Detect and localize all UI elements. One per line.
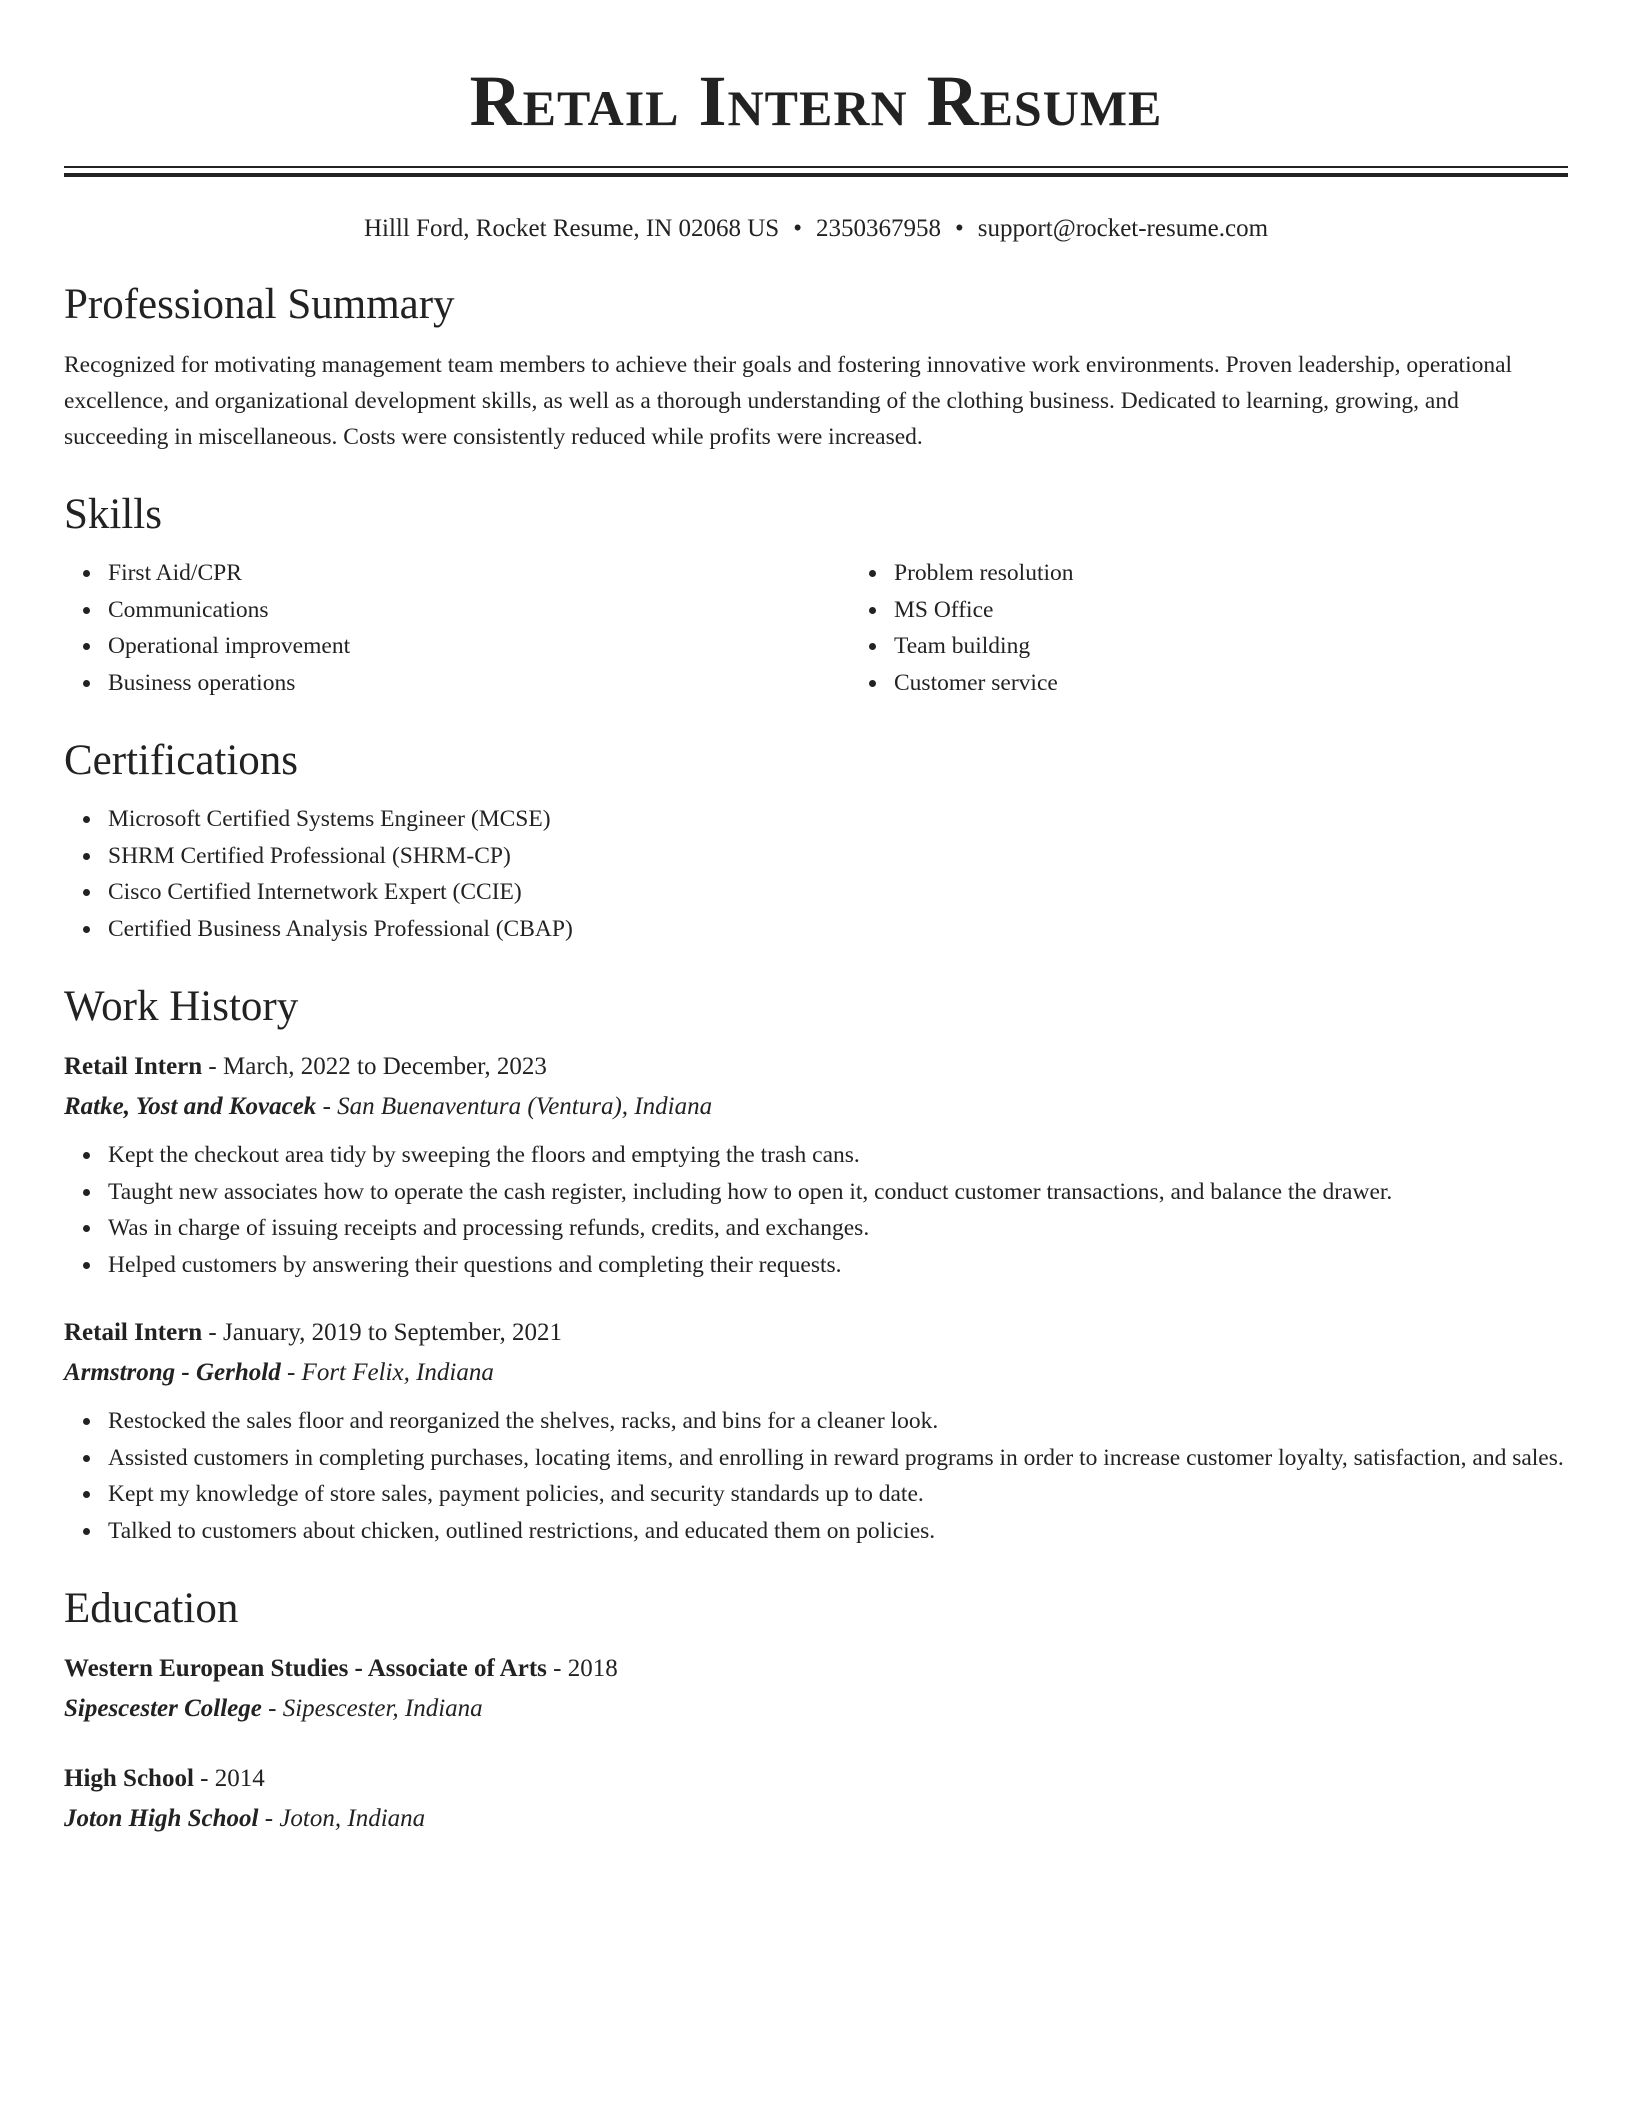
contact-separator: • (793, 215, 802, 242)
job-dates: January, 2019 to September, 2021 (223, 1319, 562, 1346)
education-header: High School - 2014 (64, 1765, 265, 1792)
job-duty-item: Restocked the sales floor and reorganized the shelves, racks, and bins for a cleaner look. (108, 1403, 1568, 1440)
certification-item: Certified Business Analysis Professional (CBAP) (108, 911, 1568, 948)
job-title: Retail Intern (64, 1319, 203, 1346)
job-duty-item: Talked to customers about chicken, outlined restrictions, and educated them on policies. (108, 1513, 1568, 1550)
job-duty-item: Was in charge of issuing receipts and processing refunds, credits, and exchanges. (108, 1210, 1568, 1247)
contact-line (64, 213, 1568, 245)
skill-item: Operational improvement (108, 628, 850, 665)
job-entry (64, 1313, 1568, 1549)
contact-address: Hilll Ford, Rocket Resume, IN 02068 US (363, 215, 780, 242)
resume-title: Retail Intern Resume (469, 61, 1163, 141)
education-entry (64, 1759, 1568, 1839)
education-header: Western European Studies - Associate of Arts - 2018 (64, 1655, 618, 1682)
summary-text: Recognized for motivating management team members to achieve their goals and fostering innovative work environments. Proven leadership, operational excellence, and organizational development skills, as well as a thorough understanding of the clothing business. Dedicated to learning, growing, and succeeding in miscellaneous. Costs were consistently reduced while profits were increased. (64, 352, 1513, 450)
education-degree: Western European Studies - Associate of Arts (64, 1655, 547, 1682)
certifications-list (64, 801, 1568, 947)
certification-item: SHRM Certified Professional (SHRM-CP) (108, 838, 1568, 875)
skills-list (64, 555, 1568, 701)
job-duty-item: Kept the checkout area tidy by sweeping the floors and emptying the trash cans. (108, 1137, 1568, 1174)
education-location: Joton, Indiana (279, 1805, 426, 1832)
job-employer: Armstrong - Gerhold - Fort Felix, Indiana (64, 1359, 494, 1386)
skill-item: MS Office (894, 592, 1074, 629)
certifications-heading: Certifications (64, 737, 299, 784)
education-location: Sipescester, Indiana (282, 1695, 483, 1722)
job-title: Retail Intern (64, 1053, 203, 1080)
education-year: 2018 (567, 1655, 618, 1682)
education-entry (64, 1649, 1568, 1729)
work-history-heading: Work History (64, 983, 299, 1030)
contact-email: support@rocket-resume.com (977, 215, 1269, 242)
education-heading: Education (64, 1585, 239, 1632)
skill-item: Customer service (894, 665, 1074, 702)
skills-column-left (64, 555, 850, 701)
job-dates: March, 2022 to December, 2023 (223, 1053, 547, 1080)
job-location: San Buenaventura (Ventura), Indiana (337, 1093, 713, 1120)
job-employer: Ratke, Yost and Kovacek - San Buenaventura (Ventura), Indiana (64, 1093, 713, 1120)
job-duty-item: Taught new associates how to operate the cash register, including how to open it, conduct customer transactions, and balance the drawer. (108, 1174, 1568, 1211)
skills-heading: Skills (64, 491, 162, 538)
job-duties (64, 1137, 1568, 1283)
contact-separator: • (954, 215, 964, 242)
job-duty-item: Helped customers by answering their questions and completing their requests. (108, 1247, 1568, 1284)
certification-item: Cisco Certified Internetwork Expert (CCIE) (108, 874, 1568, 911)
summary-heading: Professional Summary (64, 281, 455, 328)
education-school: Joton High School (64, 1805, 259, 1832)
job-entry (64, 1047, 1568, 1283)
education-year: 2014 (214, 1765, 265, 1792)
education-institution: Joton High School - Joton, Indiana (64, 1805, 426, 1832)
title-divider (64, 166, 1568, 177)
skill-item: Business operations (108, 665, 850, 702)
skill-item: First Aid/CPR (108, 555, 850, 592)
skill-item: Communications (108, 592, 850, 629)
job-duty-item: Kept my knowledge of store sales, payment policies, and security standards up to date. (108, 1476, 1568, 1513)
contact-phone: 2350367958 (815, 215, 941, 242)
skills-column-right (850, 555, 1074, 701)
job-duty-item: Assisted customers in completing purchases, locating items, and enrolling in reward programs in order to increase customer loyalty, satisfaction, and sales. (108, 1440, 1568, 1477)
education-school: Sipescester College (64, 1695, 262, 1722)
job-header: Retail Intern - January, 2019 to September, 2021 (64, 1319, 562, 1346)
certification-item: Microsoft Certified Systems Engineer (MCSE) (108, 801, 1568, 838)
job-company: Armstrong - Gerhold (64, 1359, 281, 1386)
education-degree: High School (64, 1765, 194, 1792)
skill-item: Team building (894, 628, 1074, 665)
education-institution: Sipescester College - Sipescester, Indiana (64, 1695, 483, 1722)
job-location: Fort Felix, Indiana (301, 1359, 494, 1386)
job-company: Ratke, Yost and Kovacek (64, 1093, 317, 1120)
job-duties (64, 1403, 1568, 1549)
job-header: Retail Intern - March, 2022 to December, 2023 (64, 1053, 547, 1080)
skill-item: Problem resolution (894, 555, 1074, 592)
